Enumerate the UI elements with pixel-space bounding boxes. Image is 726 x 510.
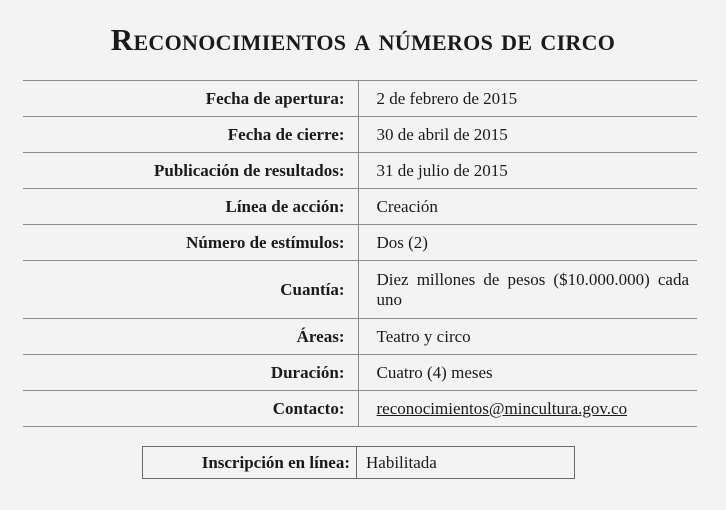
registration-table [142,446,575,479]
row-value: Creación [358,189,697,225]
table-row-contacto [23,391,697,427]
row-label: Contacto: [23,391,358,427]
row-value: 30 de abril de 2015 [358,117,697,153]
table-row-duracion [23,355,697,391]
page-title: Reconocimientos a números de circo [110,22,616,57]
table-row-fecha-apertura [23,81,697,117]
table-row-publicacion-resultados [23,153,697,189]
row-label: Publicación de resultados: [23,153,358,189]
row-label: Número de estímulos: [23,225,358,261]
row-label: Fecha de cierre: [23,117,358,153]
row-value: Diez millones de pesos ($10.000.000) cada uno [358,261,697,319]
row-label: Cuantía: [23,261,358,319]
table-row-cuantia [23,261,697,319]
contact-email-link[interactable]: reconocimientos@mincultura.gov.co [376,398,628,418]
registration-label: Inscripción en línea: [143,447,357,479]
row-label: Línea de acción: [23,189,358,225]
table-row-linea-accion [23,189,697,225]
row-label: Fecha de apertura: [23,81,358,117]
row-value: 31 de julio de 2015 [358,153,697,189]
row-label: Duración: [23,355,358,391]
row-value: Teatro y circo [358,319,697,355]
row-value: Cuatro (4) meses [358,355,697,391]
table-row-fecha-cierre [23,117,697,153]
contact-cell [358,391,697,427]
registration-status: Habilitada [357,447,575,479]
table-row-numero-estimulos [23,225,697,261]
row-value: Dos (2) [358,225,697,261]
row-value: 2 de febrero de 2015 [358,81,697,117]
table-row-areas [23,319,697,355]
row-label: Áreas: [23,319,358,355]
table-row-inscripcion [143,447,575,479]
info-table [23,80,697,427]
